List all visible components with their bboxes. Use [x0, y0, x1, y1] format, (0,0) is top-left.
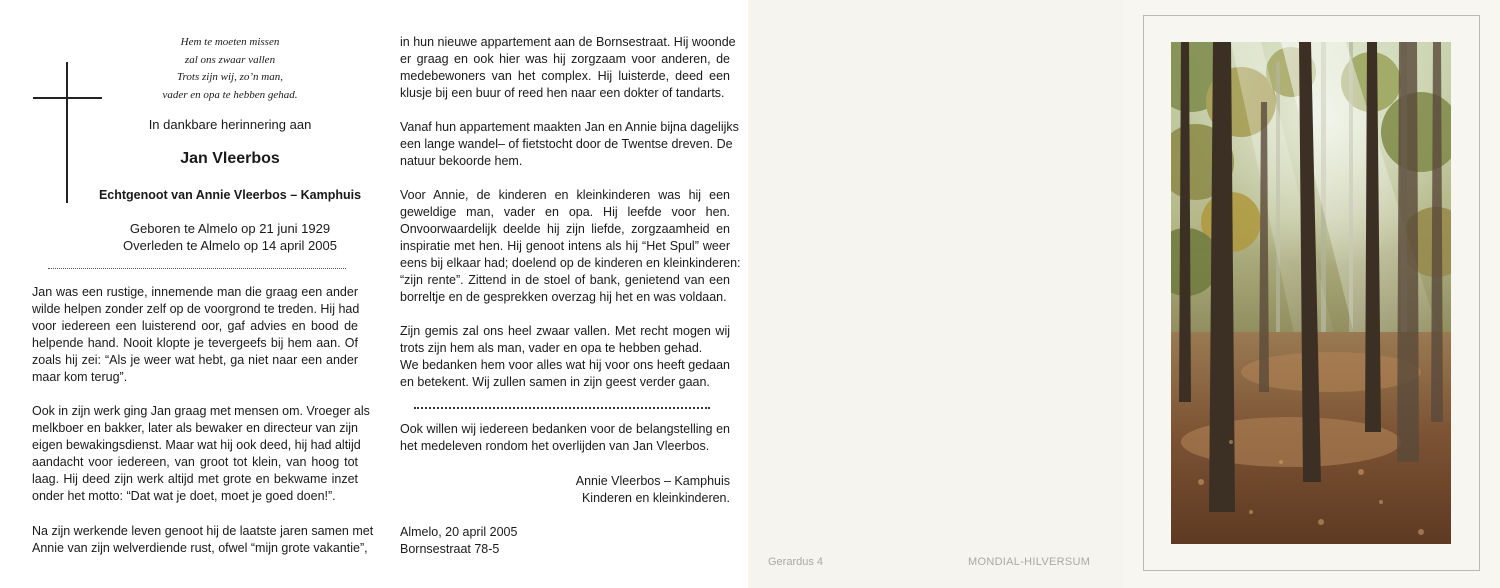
text-line: er graag en ook hier was hij zorgzaam voor anderen, de	[400, 52, 730, 66]
text-line: aandacht voor iedereen, van groot tot klein, van hoog tot	[32, 455, 358, 469]
text-line: het medeleven rondom het overlijden van Jan Vleerbos.	[400, 439, 710, 453]
memorial-poem	[130, 34, 330, 104]
birth-line: Geboren te Almelo op 21 juni 1929	[129, 221, 331, 236]
text-line: Annie van zijn welverdiende rust, ofwel “mijn grote vakantie”,	[32, 541, 368, 555]
signoff	[400, 473, 730, 507]
text-line: Na zijn werkende leven genoot hij de laatste jaren samen met	[32, 524, 374, 538]
text-line: Zijn gemis zal ons heel zwaar vallen. Met recht mogen wij	[400, 324, 730, 338]
text-line: Ook in zijn werk ging Jan graag met mensen om. Vroeger als	[32, 404, 370, 418]
text-line: maar kom terug”.	[32, 370, 128, 384]
place-and-address	[400, 524, 517, 558]
paragraph	[400, 323, 730, 391]
forest-photo	[1171, 42, 1451, 544]
back-page	[748, 0, 1123, 588]
place-date: Almelo, 20 april 2005	[400, 525, 518, 539]
text-line: helpende hand. Nooit klopte je tevergeefs bij hem aan. Of	[32, 336, 358, 350]
text-line: laag. Hij deed zijn werk altijd met grote en bekwame inzet	[32, 472, 358, 486]
text-line: en betekent. Wij zullen samen in zijn geest verder gaan.	[400, 375, 710, 389]
cross-icon	[66, 62, 68, 203]
text-line: Jan was een rustige, innemende man die graag een ander	[32, 285, 358, 299]
poem-line: Trots zijn wij, zo’n man,	[177, 71, 283, 83]
poem-line: Hem te moeten missen	[180, 36, 280, 48]
text-line: zoals hij zei: “Als je weer wat hebt, ga niet naar een ander	[32, 353, 358, 367]
poem-line: vader en opa te hebben gehad.	[162, 88, 298, 101]
text-line: geweldige man, vader en opa. Hij leefde voor hen.	[400, 205, 730, 219]
text-line: inspiratie met hen. Hij genoot intens als hij “Het Spul” weer	[400, 239, 730, 253]
text-line: borreltje en de gesprekken overzag hij het en was voldaan.	[400, 290, 727, 304]
middle-inner-page	[382, 0, 748, 588]
address: Bornsestraat 78-5	[400, 542, 500, 556]
deceased-name: Jan Vleerbos	[180, 150, 280, 167]
text-line: onder het motto: “Dat wat je doet, moet je goed doen!”.	[32, 489, 336, 503]
autumn-forest-image	[1171, 42, 1451, 544]
text-line: een lange wandel– of fietstocht door de Twentse dreven. De	[400, 137, 733, 151]
dotted-divider	[414, 407, 710, 409]
poem-line: zal ons zwaar vallen	[184, 53, 276, 66]
text-line: eigen bewakingsdienst. Maar wat hij ook deed, hij had altijd	[32, 438, 361, 452]
text-line: Ook willen wij iedereen bedanken voor de belangstelling en	[400, 422, 730, 436]
paragraph	[32, 403, 370, 505]
thanks-paragraph	[400, 421, 730, 455]
paragraph	[400, 119, 739, 170]
printer-name: MONDIAL-HILVERSUM	[968, 556, 1091, 568]
print-code: Gerardus 4	[768, 556, 824, 568]
text-line: “zijn rente”. Zittend in de stoel of bank, genietend van een	[400, 273, 730, 287]
death-line: Overleden te Almelo op 14 april 2005	[123, 238, 337, 253]
signoff-line: Kinderen en kleinkinderen.	[581, 491, 730, 505]
text-line: eens bij elkaar had; doelend op de kinderen en kleinkinderen:	[400, 256, 741, 270]
paragraph	[400, 187, 741, 306]
paragraph	[32, 284, 358, 386]
cover-page	[1123, 0, 1500, 588]
paragraph	[32, 523, 374, 557]
text-line: Vanaf hun appartement maakten Jan en Annie bijna dagelijks	[400, 120, 739, 134]
text-line: klusje bij een buur of reed hen naar een dokter of tandarts.	[400, 86, 725, 100]
signoff-line: Annie Vleerbos – Kamphuis	[575, 474, 730, 488]
spouse-line: Echtgenoot van Annie Vleerbos – Kamphuis	[98, 188, 362, 202]
life-dates	[100, 220, 360, 254]
paragraph	[400, 34, 736, 102]
text-line: medebewoners van het complex. Hij luisterde, deed een	[400, 69, 730, 83]
text-line: voor iedereen een luisterend oor, gaf advies en bood de	[32, 319, 358, 333]
text-line: Voor Annie, de kinderen en kleinkinderen was hij een	[400, 188, 730, 202]
in-memory-heading: In dankbare herinnering aan	[148, 117, 312, 132]
text-line: Onvoorwaardelijk deelde hij zijn liefde, zorgzaamheid en	[400, 222, 730, 236]
text-line: in hun nieuwe appartement aan de Bornsestraat. Hij woonde	[400, 35, 736, 49]
text-line: trots zijn hem als man, vader en opa te hebben gehad.	[400, 341, 703, 355]
text-line: melkboer en bakker, later als bewaker en directeur van zijn	[32, 421, 358, 435]
dotted-divider	[48, 268, 346, 269]
text-line: wilde helpen zonder zelf op de voorgrond te treden. Hij had	[32, 302, 360, 316]
text-line: natuur bekoorde hem.	[400, 154, 523, 168]
cross-icon-bar	[33, 97, 102, 99]
text-line: We bedanken hem voor alles wat hij voor ons heeft gedaan	[400, 358, 730, 372]
left-inner-page	[0, 0, 382, 588]
